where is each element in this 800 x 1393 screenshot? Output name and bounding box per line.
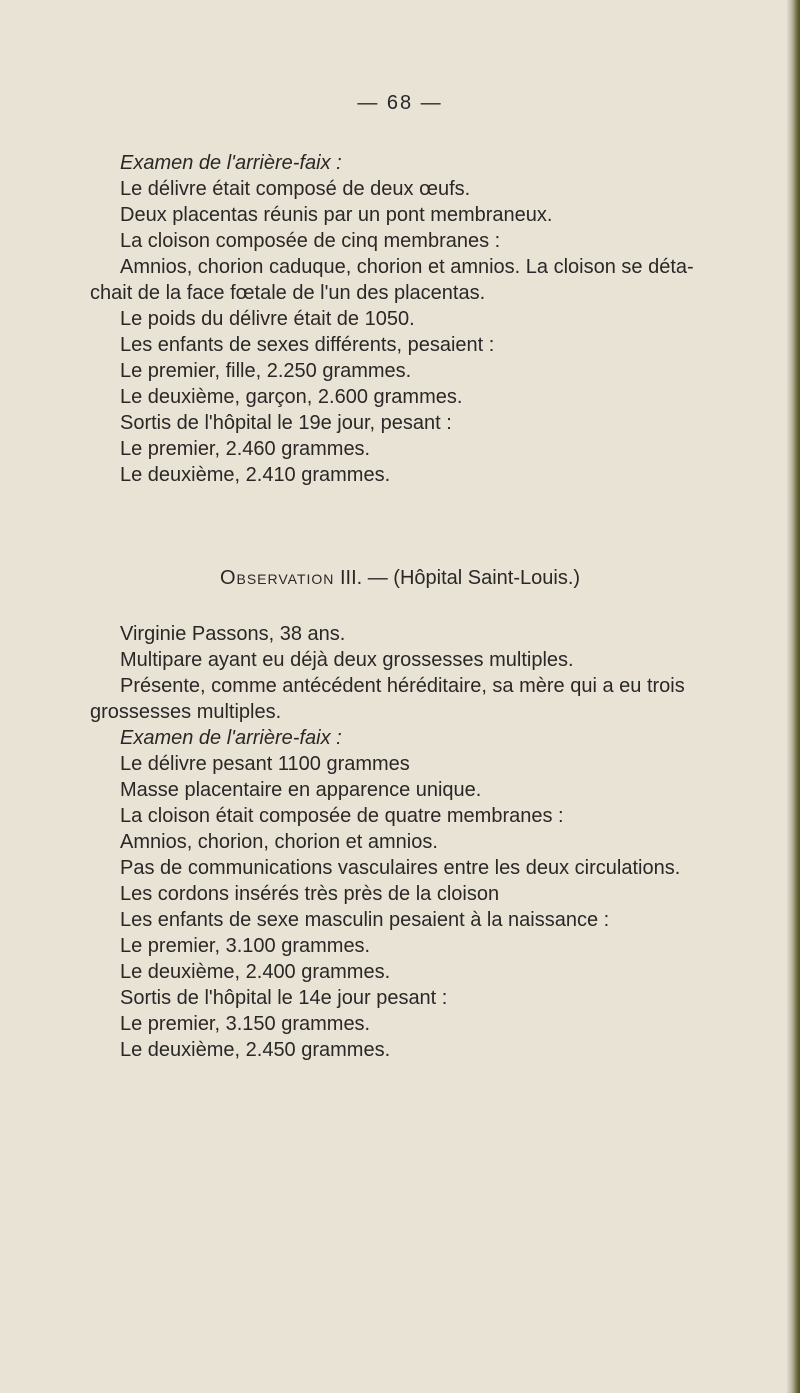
page-number: — 68 — [357,92,443,114]
observation-label: Observation [219,567,335,589]
text-line: Le poids du délivre était de 1050. [120,308,415,330]
page-edge [786,0,800,1393]
text-line: Présente, comme antécédent héréditaire, sa mère qui a eu trois [120,675,685,697]
text-line: Sortis de l'hôpital le 19e jour, pesant : [120,412,452,434]
text-line: Les enfants de sexe masculin pesaient à la naissance : [120,909,610,931]
text-line: Le délivre pesant 1100 grammes [120,753,410,775]
text-line: Les cordons insérés très près de la cloison [120,883,500,905]
text-line: Le délivre était composé de deux œufs. [120,178,471,200]
text-line: Amnios, chorion caduque, chorion et amnios. La cloison se déta- [120,256,694,278]
text-line: Amnios, chorion, chorion et amnios. [120,831,438,853]
text-line: Le premier, 3.100 grammes. [120,935,371,957]
observation-title: III. — (Hôpital Saint-Louis.) [334,567,581,589]
text-line: Multipare ayant eu déjà deux grossesses multiples. [120,649,574,671]
text-line: Le deuxième, 2.410 grammes. [120,464,391,486]
text-line: Le deuxième, garçon, 2.600 grammes. [120,386,463,408]
text-line: Le deuxième, 2.450 grammes. [120,1039,391,1061]
text-line: Le premier, fille, 2.250 grammes. [120,360,412,382]
text-line: La cloison était composée de quatre membranes : [120,805,564,827]
text-line: Sortis de l'hôpital le 14e jour pesant : [120,987,448,1009]
text-line: Le premier, 3.150 grammes. [120,1013,371,1035]
text-line: Deux placentas réunis par un pont membraneux. [120,204,553,226]
text-line: Pas de communications vasculaires entre les deux circulations. [120,857,681,879]
section-heading: Examen de l'arrière-faix : [120,152,342,174]
observation-heading [0,567,800,590]
text-line: Virginie Passons, 38 ans. [120,623,346,645]
text-line: Le deuxième, 2.400 grammes. [120,961,391,983]
text-line: chait de la face fœtale de l'un des placentas. [90,282,486,304]
text-line: Masse placentaire en apparence unique. [120,779,482,801]
section-heading: Examen de l'arrière-faix : [120,727,342,749]
text-line: Le premier, 2.460 grammes. [120,438,371,460]
text-line: Les enfants de sexes différents, pesaient : [120,334,495,356]
text-line: La cloison composée de cinq membranes : [120,230,501,252]
text-line: grossesses multiples. [90,701,282,723]
